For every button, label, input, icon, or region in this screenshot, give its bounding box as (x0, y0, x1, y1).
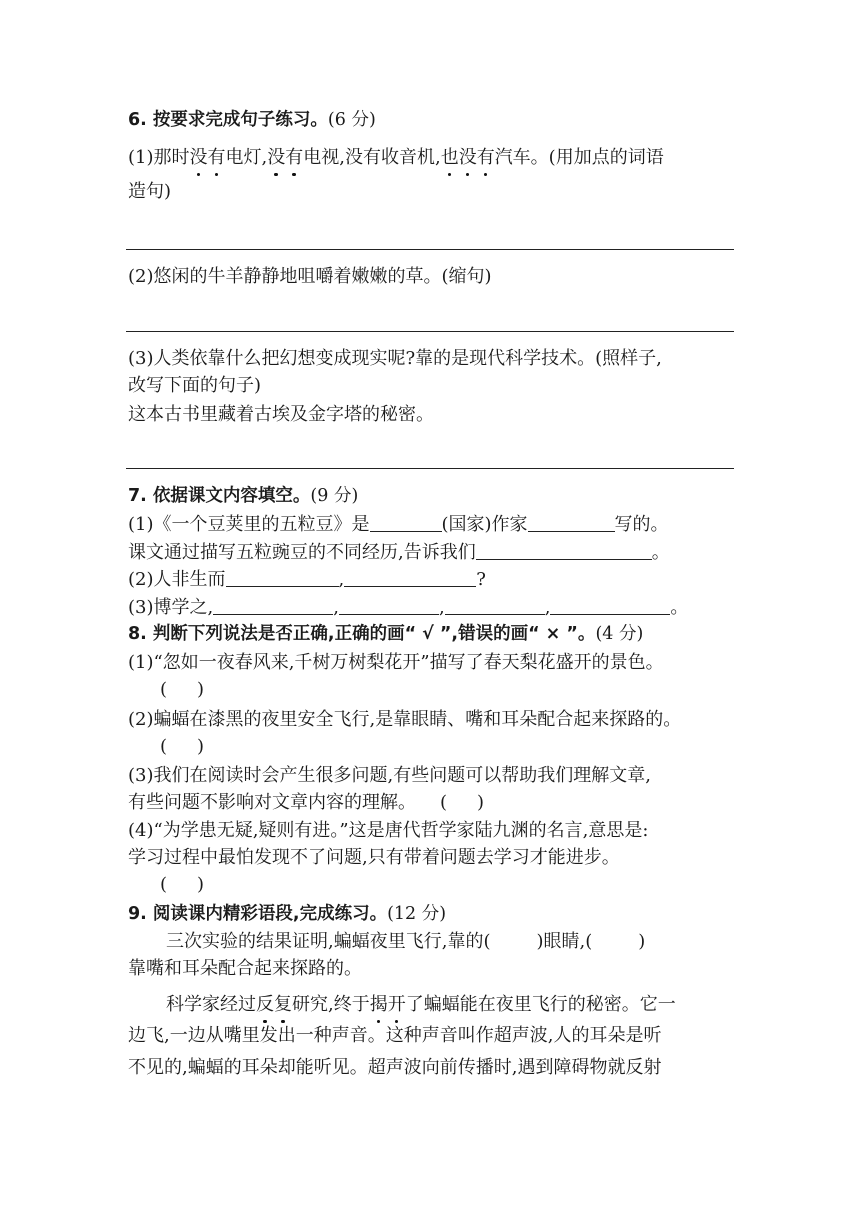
blank-author[interactable] (528, 513, 615, 532)
q6-sub3-line3: 这本古书里藏着古埃及金字塔的秘密。 (128, 404, 434, 425)
q6-sub3-line1: (3)人类依靠什么把幻想变成现实呢?靠的是现代科学技术。(照样子, (128, 348, 662, 369)
answer-line-q6-2[interactable] (126, 331, 734, 332)
answer-line-q6-1[interactable] (126, 249, 734, 250)
q9-heading: 9. 阅读课内精彩语段,完成练习。(12 分) (128, 904, 447, 924)
q9-para2-line3: 不见的,蝙蝠的耳朵却能听见。超声波向前传播时,遇到障碍物就反射 (128, 1057, 662, 1078)
q6-sub3-line2: 改写下面的句子) (128, 375, 262, 396)
dotted-char: 有 (476, 147, 495, 168)
q7-line1: (1)《一个豆荚里的五粒豆》是 (国家)作家 写的。 (128, 514, 669, 535)
dotted-char: 揭 (369, 994, 388, 1015)
q6-heading: 6. 按要求完成句子练习。(6 分) (128, 110, 376, 130)
blank-study-3[interactable] (445, 596, 545, 615)
answer-paren-2[interactable]: ( ) (160, 736, 205, 757)
blank-quote-2[interactable] (344, 568, 476, 587)
blank-study-1[interactable] (213, 596, 333, 615)
q8-statement-2: (2)蝙蝠在漆黑的夜里安全飞行,是靠眼睛、嘴和耳朵配合起来探路的。 (128, 709, 682, 730)
q8-statement-4a: (4)“为学患无疑,疑则有进。”这是唐代哲学家陆九渊的名言,意思是: (128, 820, 649, 841)
q9-para2-line1: 科学家经过反复研究,终于揭开了蝙蝠能在夜里飞行的秘密。它一 (166, 994, 676, 1015)
dotted-char: 有 (207, 147, 226, 168)
dotted-char: 开 (387, 994, 406, 1015)
answer-paren-1[interactable]: ( ) (160, 679, 205, 700)
q7-line4: (3)博学之, , , , 。 (128, 597, 689, 618)
q9-para1-line2: 靠嘴和耳朵配合起来探路的。 (128, 958, 362, 979)
blank-study-2[interactable] (339, 596, 439, 615)
dotted-char: 也 (440, 147, 459, 168)
q8-statement-1: (1)“忽如一夜春风来,千树万树梨花开”描写了春天梨花盛开的景色。 (128, 652, 664, 673)
q7-points: (9 分) (310, 486, 359, 506)
dotted-char: 没 (189, 147, 208, 168)
q8-points: (4 分) (595, 624, 644, 644)
q9-para1-line1: 三次实验的结果证明,蝙蝠夜里飞行,靠的( )眼睛,( ) (166, 931, 646, 952)
dotted-char: 没 (267, 147, 286, 168)
dotted-char: 反 (256, 994, 274, 1015)
dotted-char: 没 (458, 147, 477, 168)
blank-country[interactable] (370, 513, 442, 532)
q8-statement-3a: (3)我们在阅读时会产生很多问题,有些问题可以帮助我们理解文章, (128, 765, 651, 786)
q8-heading: 8. 判断下列说法是否正确,正确的画“ √ ”,错误的画“ × ”。(4 分) (128, 624, 644, 644)
q7-line2: 课文通过描写五粒豌豆的不同经历,告诉我们 。 (128, 542, 670, 563)
q8-statement-4b: 学习过程中最怕发现不了问题,只有带着问题去学习才能进步。 (128, 847, 620, 868)
blank-lesson[interactable] (476, 541, 652, 560)
q6-sub2: (2)悠闲的牛羊静静地咀嚼着嫩嫩的草。(缩句) (128, 266, 492, 287)
answer-paren-4[interactable]: ( ) (160, 874, 205, 895)
dotted-char: 复 (274, 994, 292, 1015)
blank-study-4[interactable] (550, 596, 670, 615)
q8-statement-3b: 有些问题不影响对文章内容的理解。 ( ) (128, 792, 485, 813)
q9-points: (12 分) (387, 904, 447, 924)
q9-para2-line2: 边飞,一边从嘴里发出一种声音。这种声音叫作超声波,人的耳朵是听 (128, 1025, 662, 1046)
q7-heading: 7. 依据课文内容填空。(9 分) (128, 486, 359, 506)
answer-line-q6-3[interactable] (126, 468, 734, 469)
dotted-char: 有 (285, 147, 304, 168)
q6-sub1-line1: (1)那时没有电灯,没有电视,没有收音机,也没有汽车。(用加点的词语 (128, 147, 664, 168)
answer-paren-3[interactable]: ( ) (440, 792, 485, 813)
q6-points: (6 分) (327, 110, 376, 130)
q6-sub1-line2: 造句) (128, 181, 172, 202)
q7-line3: (2)人非生而 , ? (128, 569, 486, 590)
blank-quote-1[interactable] (226, 568, 339, 587)
